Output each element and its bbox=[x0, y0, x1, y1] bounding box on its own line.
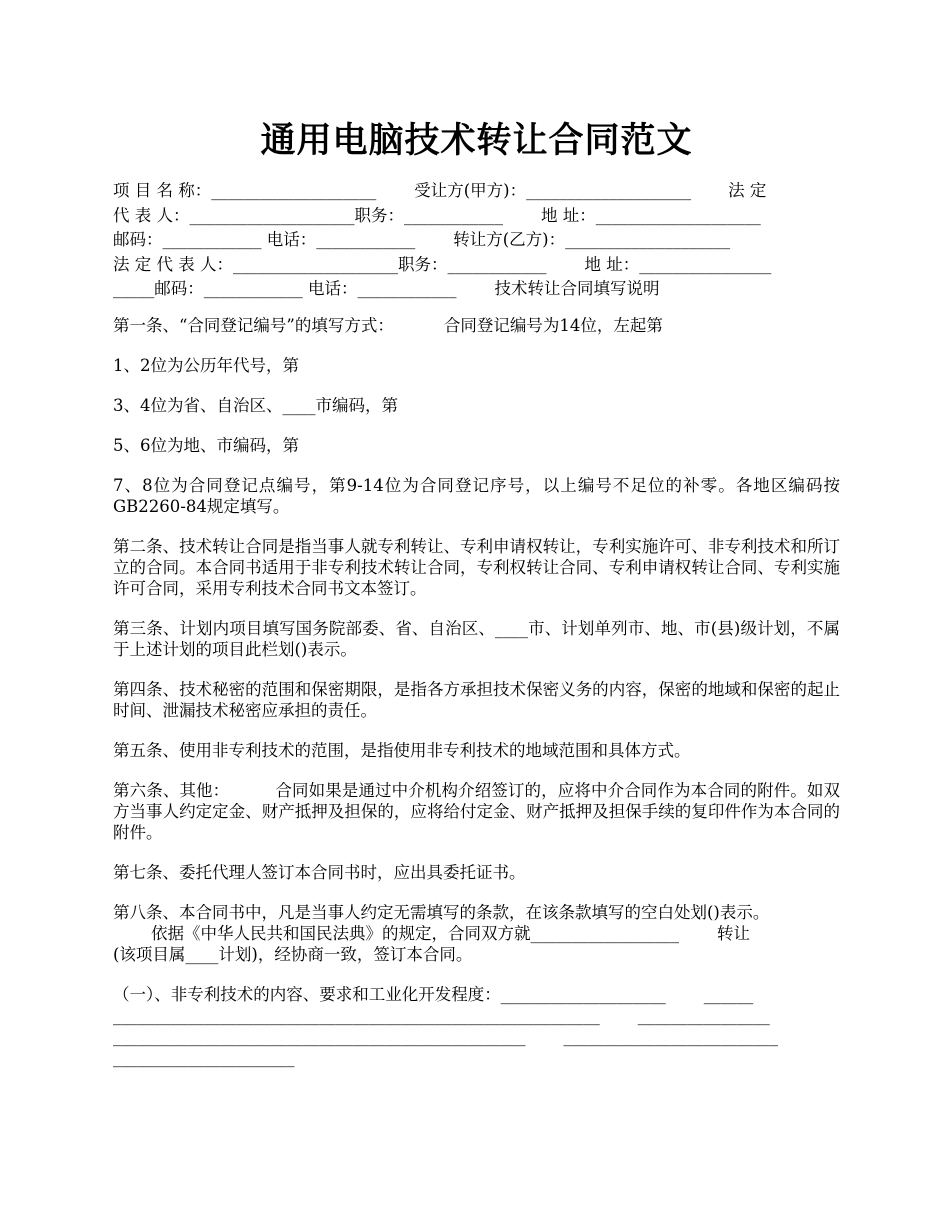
basis-text: 依据《中华人民共和国民法典》的规定，合同双方就__________________ bbox=[151, 924, 679, 943]
basis-transfer: 转让 bbox=[717, 924, 750, 943]
postcode-phone-field-a: 邮码：____________ 电话：____________ bbox=[113, 230, 416, 249]
clause-6-label: 第六条、其他： bbox=[113, 781, 230, 800]
contract-basis bbox=[113, 923, 840, 965]
assignee-field: 受让方(甲方)：____________________ bbox=[414, 181, 692, 200]
section-1-heading: （一）、非专利技术的内容、要求和工业化开发程度：____________________ bbox=[113, 985, 666, 1004]
postcode-phone-field-b: _____邮码：____________ 电话：____________ bbox=[113, 279, 457, 298]
clause-4: 第四条、技术秘密的范围和保密期限，是指各方承担技术保密义务的内容，保密的地域和保密的起止时间、泄漏技术秘密应承担的责任。 bbox=[113, 680, 840, 720]
section-1-blank-3: ________________ bbox=[637, 1006, 770, 1025]
section-1-blank-5: __________________________ bbox=[563, 1027, 778, 1046]
rep-position-field: 代 表 人：____________________职务：____________ bbox=[113, 205, 503, 225]
header-line-4 bbox=[113, 253, 840, 278]
assignor-field: 转让方(乙方)：____________________ bbox=[453, 230, 731, 249]
section-1-blank-1: ______ bbox=[703, 985, 754, 1004]
address-field-a: 地 址：____________________ bbox=[541, 205, 761, 225]
clause-1-item-5: 7、8位为合同登记点编号，第9-14位为合同登记序号，以上编号不足位的补零。各地区编码按GB2260-84规定填写。 bbox=[113, 476, 840, 516]
address-field-b: 地 址：________________ bbox=[584, 254, 772, 274]
header-line-1 bbox=[113, 179, 840, 204]
legal-rep-field-b: 法 定 代 表 人：____________________职务：____________ bbox=[113, 254, 547, 274]
clause-5: 第五条、使用非专利技术的范围，是指使用非专利技术的地域范围和具体方式。 bbox=[113, 741, 691, 760]
clause-6-text: 合同如果是通过中介机构介绍签订的，应将中介合同作为本合同的附件。如双方当事人约定定金、财产抵押及担保的，应将给付定金、财产抵押及担保手续的复印件作为本合同的附件。 bbox=[113, 781, 841, 842]
clause-7: 第七条、委托代理人签订本合同书时，应出具委托证书。 bbox=[113, 863, 526, 882]
section-1-blank-2: ___________________________________________________________ bbox=[113, 1006, 600, 1025]
header-line-2 bbox=[113, 204, 840, 229]
legal-rep-label-start: 法 定 bbox=[728, 181, 767, 200]
clause-1-label: 第一条、“合同登记编号”的填写方式： bbox=[113, 316, 394, 335]
project-name-field: 项 目 名 称：____________________ bbox=[113, 181, 377, 200]
section-1-blank-6: ______________________ bbox=[113, 1048, 295, 1067]
contract-header-fields bbox=[113, 179, 840, 302]
header-line-3 bbox=[113, 228, 840, 253]
clause-3: 第三条、计划内项目填写国务院部委、省、自治区、____市、计划单列市、地、市(县)级计划，不属于上述计划的项目此栏划()表示。 bbox=[113, 619, 840, 659]
section-1-blank-4: __________________________________________________ bbox=[113, 1027, 526, 1046]
clause-6 bbox=[113, 780, 840, 843]
instructions-heading: 技术转让合同填写说明 bbox=[494, 279, 660, 298]
clause-1 bbox=[113, 315, 840, 336]
clause-1-item-2: 1、2位为公历年代号，第 bbox=[113, 356, 299, 375]
page-title: 通用电脑技术转让合同范文 bbox=[260, 120, 693, 161]
clause-1-item-4: 5、6位为地、市编码，第 bbox=[113, 436, 299, 455]
contract-body bbox=[113, 315, 840, 1087]
clause-1-item-3: 3、4位为省、自治区、____市编码，第 bbox=[113, 396, 398, 415]
section-1 bbox=[113, 984, 840, 1068]
header-line-5 bbox=[113, 277, 840, 302]
clause-1-text: 合同登记编号为14位，左起第 bbox=[443, 316, 663, 335]
clause-2: 第二条、技术转让合同是指当事人就专利转让、专利申请权转让，专利实施许可、非专利技术和所订立的合同。本合同书适用于非专利技术转让合同，专利权转让合同、专利申请权转让合同、专利实施许可合同，采用专利技术合同书文本签订。 bbox=[113, 537, 840, 598]
clause-8: 第八条、本合同书中，凡是当事人约定无需填写的条款，在该条款填写的空白处划()表示。 bbox=[113, 903, 770, 922]
basis-plan: (该项目属____计划)，经协商一致，签订本合同。 bbox=[113, 945, 473, 964]
